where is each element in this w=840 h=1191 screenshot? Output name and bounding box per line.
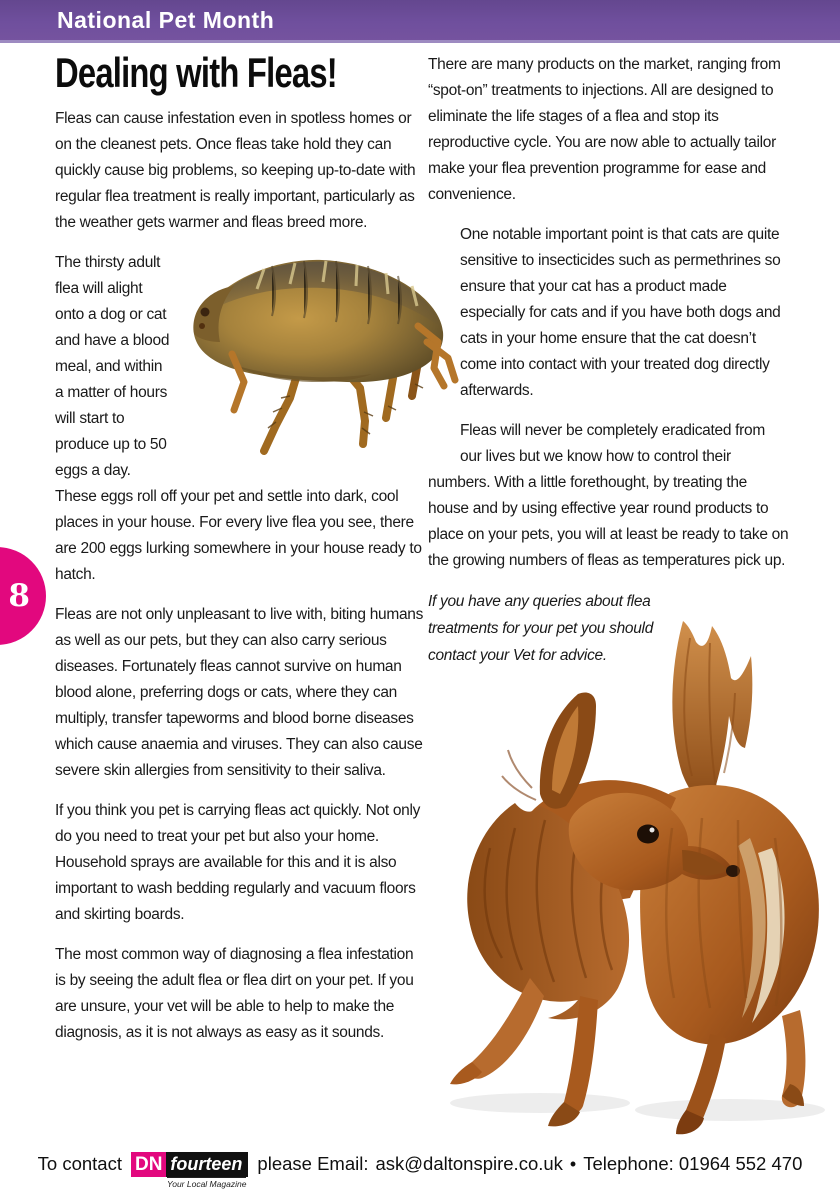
footer-telephone: Telephone: 01964 552 470	[583, 1153, 803, 1174]
paragraph: There are many products on the market, ranging from “spot-on” treatments to injections. All are designed to eliminate the life stages of a flea and stop its reproductive cycle. You are now able to actually tailor make your flea prevention programme for ease and convenience.	[428, 56, 781, 203]
right-column	[428, 52, 790, 669]
banner-title: National Pet Month	[57, 7, 275, 33]
header-banner	[0, 0, 840, 43]
paragraph: If you think you pet is carrying fleas act quickly. Not only do you need to treat your pet but also your home. Household sprays are available for this and it is also important to wash bedding regularly and vacuum floors and skirting boards.	[55, 802, 421, 923]
footer-email-label: please Email:	[257, 1153, 369, 1174]
footer-bullet: •	[569, 1153, 577, 1174]
logo-dn: DN	[131, 1152, 166, 1177]
page-title: Dealing with Fleas!	[55, 49, 337, 96]
paragraph: The most common way of diagnosing a flea infestation is by seeing the adult flea or flea dirt on your pet. If you are unsure, your vet will be able to help to make the diagnosis, as it is not always as easy as it sounds.	[55, 946, 414, 1041]
left-column	[55, 50, 427, 1046]
paragraph: Fleas are not only unpleasant to live with, biting humans as well as our pets, but they can also carry serious diseases. Fortunately fleas cannot survive on human blood alone, preferring dogs or cats, where they can multiply, transfer tapeworms and blood borne diseases which cause anaemia and viruses. They can also cause severe skin allergies from sensitivity to their saliva.	[55, 606, 424, 779]
paragraph: One notable important point is that cats are quite sensitive to insecticides such as permethrines so ensure that your cat has a product made especially for cats and if you have both dogs and cats in your home ensure that the cat doesn’t come into contact with your treated dog directly afterwards.	[460, 226, 781, 399]
page-number: 8	[8, 578, 30, 614]
logo-fourteen: fourteen	[166, 1152, 248, 1177]
dog-photo	[420, 598, 840, 1146]
logo-tagline: Your Local Magazine	[167, 1178, 247, 1189]
page-number-badge	[0, 547, 46, 645]
footer-prefix: To contact	[37, 1153, 122, 1174]
paragraph: Fleas will never be completely eradicated from our lives but we know how to control their numbers. With a little forethought, by treating the house and by using effective year round products to place on your pets, you will at least be ready to take on the growing numbers of fleas as temperatures pick up.	[428, 422, 789, 569]
paragraph: The thirsty adult flea will alight onto a dog or cat and have a blood meal, and within a matter of hours will start to produce up to 50 eggs a day. These eggs roll off your pet and settle into dark, cool places in your house. For every live flea you see, there are 200 eggs lurking somewhere in your house ready to hatch.	[55, 254, 422, 583]
flea-image-spacer	[177, 250, 427, 484]
footer-contact-bar	[0, 1142, 840, 1189]
footer-email: ask@daltonspire.co.uk	[375, 1153, 563, 1174]
dn-fourteen-logo	[131, 1152, 248, 1189]
indent-spacer	[428, 418, 460, 470]
vet-advice-note: If you have any queries about flea treatments for your pet you should contact your Vet for advice.	[428, 593, 654, 664]
paragraph: Fleas can cause infestation even in spotless homes or on the cleanest pets. Once fleas take hold they can quickly cause big problems, so keeping up-to-date with regular flea treatment is really important, particularly as the weather gets warmer and fleas breed more.	[55, 110, 416, 231]
